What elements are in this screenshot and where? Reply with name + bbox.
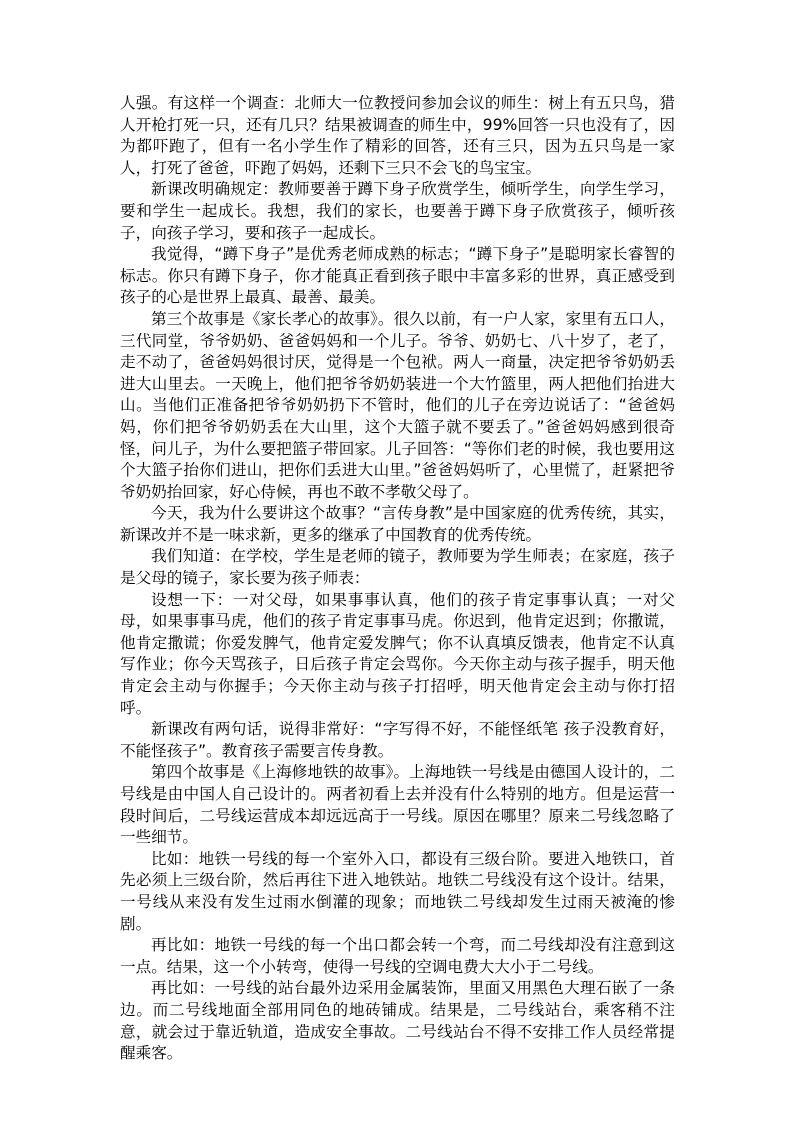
paragraph: 人强。有这样一个调查：北师大一位教授问参加会议的师生：树上有五只鸟，猎人开枪打死一只，还有几只？结果被调查的师生中，99%回答一只也没有了，因为都吓跑了，但有一名小学生作了精彩的回答，还有三只，因为五只鸟是一家人，打死了爸爸，吓跑了妈妈，还剩下三只不会飞的鸟宝宝。 [120,94,675,177]
paragraph: 第四个故事是《上海修地铁的故事》。上海地铁一号线是由德国人设计的，二号线是由中国人自己设计的。两者初看上去并没有什么特别的地方。但是运营一段时间后，二号线运营成本却远远高于一号线。原因在哪里？原来二号线忽略了一些细节。 [120,763,675,847]
paragraph: 我觉得，“蹲下身子”是优秀老师成熟的标志；“蹲下身子”是聪明家长睿智的标志。你只有蹲下身子，你才能真正看到孩子眼中丰富多彩的世界，真正感受到孩子的心是世界上最真、最善、最美。 [120,245,675,307]
paragraph: 再比如：地铁一号线的每一个出口都会转一个弯，而二号线却没有注意到这一点。结果，这一个小转弯，使得一号线的空调电费大大小于二号线。 [120,936,675,976]
paragraph: 新课改明确规定：教师要善于蹲下身子欣赏学生，倾听学生，向学生学习，要和学生一起成长。我想，我们的家长，也要善于蹲下身子欣赏孩子，倾听孩子，向孩子学习，要和孩子一起成长。 [120,180,675,242]
paragraph: 今天，我为什么要讲这个故事？“言传身教”是中国家庭的优秀传统，其实，新课改并不是一味求新，更多的继承了中国教育的优秀传统。 [120,504,675,544]
paragraph: 新课改有两句话，说得非常好：“字写得不好，不能怪纸笔 孩子没教育好，不能怪孩子”。教育孩子需要言传身教。 [120,720,675,760]
paragraph: 再比如：一号线的站台最外边采用金属装饰，里面又用黑色大理石嵌了一条边。而二号线地面全部用同色的地砖铺成。结果是，二号线站台，乘客稍不注意，就会过于靠近轨道，造成安全事故。二号线站台不得不安排工作人员经常提醒乘客。 [120,979,675,1063]
paragraph: 设想一下：一对父母，如果事事认真，他们的孩子肯定事事认真；一对父母，如果事事马虎，他们的孩子肯定事事马虎。你迟到，他肯定迟到；你撒谎，他肯定撒谎；你爱发脾气，他肯定爱发脾气；你不认真填反馈表，他肯定不认真写作业；你今天骂孩子，日后孩子肯定会骂你。今天你主动与孩子握手，明天他肯定会主动与你握手；今天你主动与孩子打招呼，明天他肯定会主动与你打招呼。 [120,590,675,717]
paragraph: 比如：地铁一号线的每一个室外入口，都设有三级台阶。要进入地铁口，首先必须上三级台阶，然后再往下进入地铁站。地铁二号线没有这个设计。结果，一号线从来没有发生过雨水倒灌的现象；而地铁二号线却发生过雨天被淹的惨剧。 [120,849,675,933]
document-body [120,93,675,1065]
paragraph: 第三个故事是《家长孝心的故事》。很久以前，有一户人家，家里有五口人，三代同堂，爷爷奶奶、爸爸妈妈和一个儿子。爷爷、奶奶七、八十岁了，老了，走不动了，爸爸妈妈很讨厌，觉得是一个包袱。两人一商量，决定把爷爷奶奶丢进大山里去。一天晚上，他们把爷爷奶奶装进一个大竹篮里，两人把他们抬进大山。当他们正准备把爷爷奶奶扔下不管时，他们的儿子在旁边说话了：“爸爸妈妈，你们把爷爷奶奶丢在大山里，这个大篮子就不要丢了。”爸爸妈妈感到很奇怪，问儿子，为什么要把篮子带回家。儿子回答：“等你们老的时候，我也要用这个大篮子抬你们进山，把你们丢进大山里。”爸爸妈妈听了，心里慌了，赶紧把爷爷奶奶抬回家，好心侍候，再也不敢不孝敬父母了。 [120,309,675,501]
paragraph: 我们知道：在学校，学生是老师的镜子，教师要为学生师表；在家庭，孩子是父母的镜子，家长要为孩子师表： [120,547,675,588]
